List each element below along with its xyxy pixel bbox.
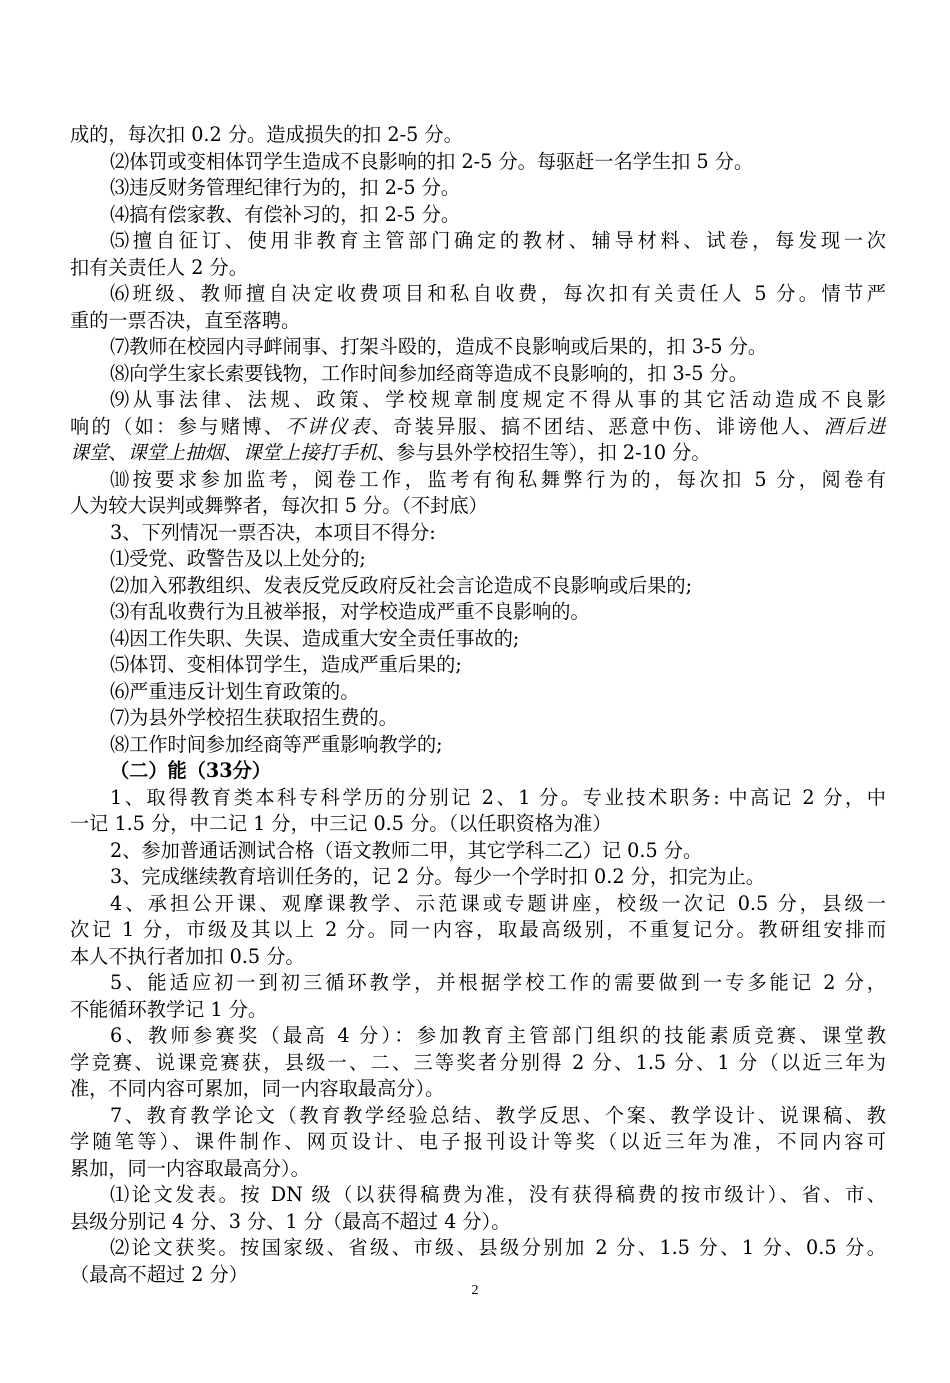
text-line: 7、教育教学论文（教育教学经验总结、教学反思、个案、教学设计、说课稿、教 bbox=[110, 1103, 886, 1127]
text-line: 学竞赛、说课竞赛获，县级一、二、三等奖者分别得 2 分、1.5 分、1 分（以近三年为 bbox=[70, 1050, 886, 1074]
text-run: 、 bbox=[108, 441, 128, 464]
text-line: ⑹严重违反计划生育政策的。 bbox=[110, 679, 360, 703]
text-line: 6、教师参赛奖（最高 4 分）：参加教育主管部门组织的技能素质竞赛、课堂教 bbox=[110, 1024, 886, 1047]
text-line: 1、取得教育类本科专科学历的分别记 2、1 分。专业技术职务: 中高记 2 分，中 bbox=[110, 785, 886, 809]
paragraph-block-a bbox=[70, 122, 886, 467]
text-line: ⑴受党、政警告及以上处分的; bbox=[110, 547, 366, 570]
text-line: ⑷搞有偿家教、有偿补习的，扣 2-5 分。 bbox=[110, 202, 461, 226]
text-line: ⑻向学生家长索要钱物，工作时间参加经商等造成不良影响的，扣 3-5 分。 bbox=[110, 361, 748, 385]
text-line: 人为较大误判或舞弊者，每次扣 5 分。（不封底） bbox=[70, 494, 488, 517]
text-run: 响的（如：参与赌博、 bbox=[70, 414, 286, 438]
text-line-mixed bbox=[70, 414, 886, 441]
text-line: 准，不同内容可累加，同一内容取最高分）。 bbox=[70, 1077, 445, 1100]
text-line: ⑶有乱收费行为且被举报，对学校造成严重不良影响的。 bbox=[110, 600, 590, 623]
page-number: 2 bbox=[471, 1283, 479, 1298]
text-line: ⑶违反财务管理纪律行为的，扣 2-5 分。 bbox=[110, 176, 461, 199]
italic-run: 不讲仪表 bbox=[285, 414, 372, 438]
text-run: 、 bbox=[223, 441, 243, 464]
text-run: 、参与县外学校招生等），扣 2-10 分。 bbox=[377, 441, 711, 464]
italic-run: 课堂上接打手机 bbox=[242, 441, 377, 464]
text-line: ⑽按要求参加监考，阅卷工作，监考有徇私舞弊行为的，每次扣 5 分，阅卷有 bbox=[110, 467, 886, 491]
text-line: 累加，同一内容取最高分）。 bbox=[70, 1156, 310, 1180]
paragraph-block-b bbox=[70, 467, 886, 759]
text-line: ⑺教师在校园内寻衅闹事、打架斗殴的，造成不良影响或后果的，扣 3-5 分。 bbox=[110, 335, 768, 358]
text-line: ⑷因工作失职、失误、造成重大安全责任事故的; bbox=[110, 626, 520, 650]
text-run: 、奇装异服、搞不团结、恶意中伤、诽谤他人、 bbox=[371, 414, 824, 438]
text-line: ⑸体罚、变相体罚学生，造成严重后果的; bbox=[110, 653, 462, 676]
text-line: ⑵体罚或变相体罚学生造成不良影响的扣 2-5 分。每驱赶一名学生扣 5 分。 bbox=[110, 149, 754, 173]
text-line: 重的一票否决，直至落聘。 bbox=[70, 308, 301, 332]
text-line: 县级分别记 4 分、3 分、1 分（最高不超过 4 分）。 bbox=[70, 1209, 511, 1233]
text-line: 学随笔等）、课件制作、网页设计、电子报刊设计等奖（以近三年为准，不同内容可 bbox=[70, 1130, 886, 1153]
italic-run: 课堂 bbox=[70, 441, 109, 464]
paragraph-block-c bbox=[70, 785, 886, 1289]
text-line: 3、完成继续教育培训任务的，记 2 分。每少一个学时扣 0.2 分，扣完为止。 bbox=[110, 865, 765, 888]
text-line: ⑼从事法律、法规、政策、学校规章制度规定不得从事的其它活动造成不良影 bbox=[110, 388, 886, 411]
text-line: ⑴论文发表。按 DN 级（以获得稿费为准，没有获得稿费的按市级计）、省、市、 bbox=[110, 1183, 886, 1206]
text-line: （最高不超过 2 分） bbox=[70, 1262, 248, 1286]
text-line: 3、下列情况一票否决，本项目不得分: bbox=[110, 520, 436, 544]
text-line: 成的，每次扣 0.2 分。造成损失的扣 2-5 分。 bbox=[70, 123, 463, 146]
italic-run: 酒后进 bbox=[823, 414, 886, 438]
text-line: 本人不执行者加扣 0.5 分。 bbox=[70, 944, 305, 968]
text-line: ⑵论文获奖。按国家级、省级、市级、县级分别加 2 分、1.5 分、1 分、0.5 分。 bbox=[110, 1236, 886, 1259]
text-line: 扣有关责任人 2 分。 bbox=[70, 255, 248, 279]
text-line: ⑻工作时间参加经商等严重影响教学的; bbox=[110, 732, 443, 756]
text-line: ⑺为县外学校招生获取招生费的。 bbox=[110, 706, 398, 729]
text-line-mixed bbox=[70, 440, 886, 467]
document-page bbox=[70, 122, 886, 1288]
text-line: 不能循环教学记 1 分。 bbox=[70, 997, 268, 1021]
text-line: ⑸擅自征订、使用非教育主管部门确定的教材、辅导材料、试卷，每发现一次 bbox=[110, 229, 886, 252]
italic-run: 课堂上抽烟 bbox=[127, 441, 224, 464]
text-line: 次记 1 分，市级及其以上 2 分。同一内容，取最高级别，不重复记分。教研组安排而 bbox=[70, 918, 886, 941]
section-heading: （二）能（33分） bbox=[110, 759, 272, 782]
text-line: 2、参加普通话测试合格（语文教师二甲，其它学科二乙）记 0.5 分。 bbox=[110, 838, 703, 862]
text-line: ⑵加入邪教组织、发表反党反政府反社会言论造成不良影响或后果的; bbox=[110, 573, 693, 597]
text-line: 4、承担公开课、观摩课教学、示范课或专题讲座，校级一次记 0.5 分，县级一 bbox=[110, 891, 886, 915]
text-line: ⑹班级、教师擅自决定收费项目和私自收费，每次扣有关责任人 5 分。情节严 bbox=[110, 282, 886, 305]
text-line: 5、能适应初一到初三循环教学，并根据学校工作的需要做到一专多能记 2 分， bbox=[110, 971, 886, 994]
text-line: 一记 1.5 分，中二记 1 分，中三记 0.5 分。（以任职资格为准） bbox=[70, 812, 612, 835]
